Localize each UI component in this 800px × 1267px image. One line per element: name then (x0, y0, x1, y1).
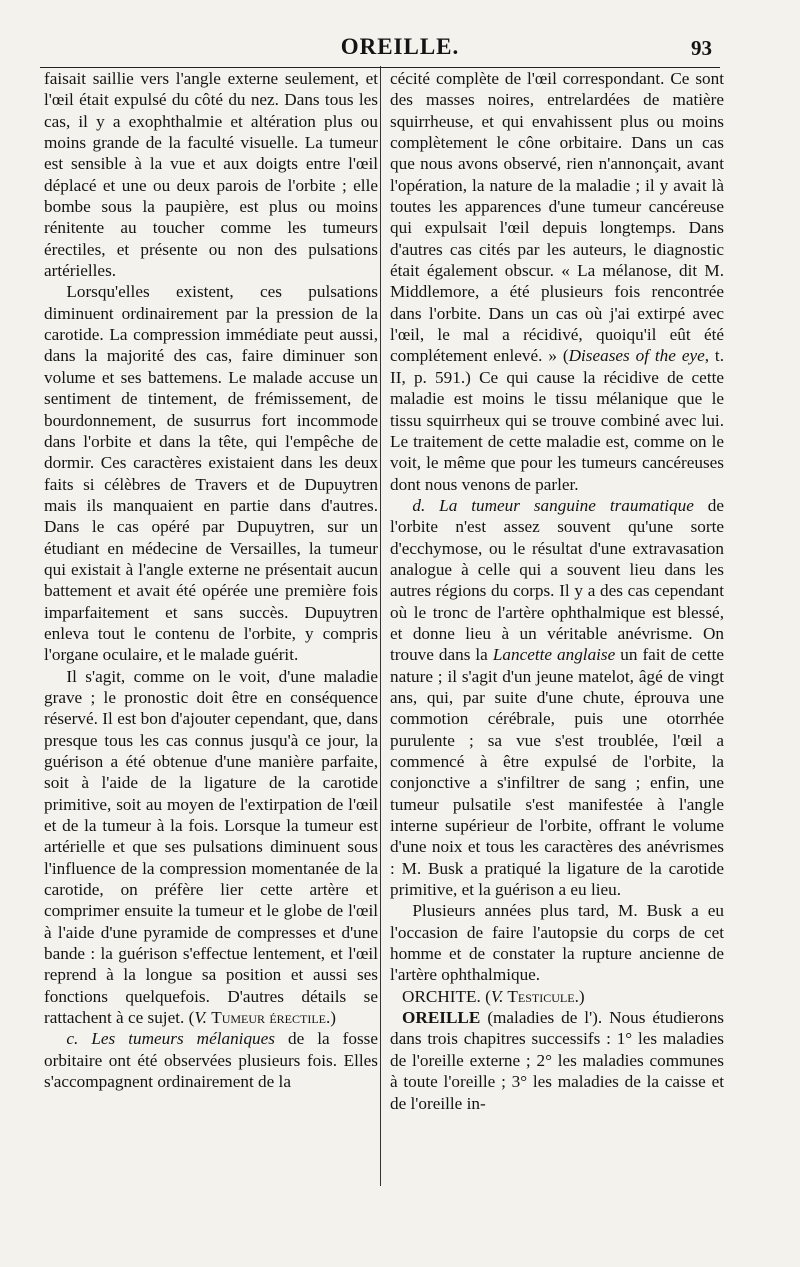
section-title: La tumeur sanguine traumatique (439, 495, 694, 515)
entry-heading: ORCHITE. (402, 986, 481, 1006)
paragraph: faisait saillie vers l'angle externe seulement, et l'œil était expulsé du côté du nez. Dans tous les cas, il y a exophthalmie et altération plus ou moins grande de la faculté visuelle. La tumeur est sensible à la vue et aux doigts entre l'œil déplacé et une ou deux parois de l'orbite ; elle bombe sous la paupière, est plus ou moins rénitente au toucher comme les tumeurs érectiles, et présente ou non des pulsations artérielles. (44, 69, 378, 281)
dictionary-entry-orchite (390, 986, 724, 1007)
journal-title: Lancette anglaise (492, 645, 616, 665)
paragraph: Lorsqu'elles existent, ces pulsations diminuent ordinairement par la pression de la carotide. La compression immédiate peut aussi, dans la majorité des cas, faire diminuer son volume et ses battemens. Le malade accuse un sentiment de tintement, de frémissement, de bourdonnement, de susurrus fort incommode dans l'orbite et dans la tête, qui l'empêche de dormir. Ces caractères existaient dans les deux faits si célèbres de Travers et de Dupuytren mais ils manquaient en partie dans d'autres. Dans le cas opéré par Dupuytren, sur un étudiant en médecine de Versailles, la tumeur qui existait à l'angle externe ne présentait aucun battement et avait été opérée une première fois imparfaitement et sans succès. Dupuytren enleva tout le contenu de l'orbite, y compris l'organe oculaire, et le malade guérit. (44, 282, 378, 665)
running-title: OREILLE. (340, 34, 460, 59)
column-divider (380, 66, 381, 1186)
entry-paren-close: ) (578, 986, 585, 1006)
paragraph-text: Il s'agit, comme on le voit, d'une maladie grave ; le pronostic doit être en conséquence réservé. Il est bon d'ajouter cependant, que, dans presque tous les cas connus jusqu'à ce jour, la guérison a été obtenue d'une manière parfaite, soit à l'aide de la ligature de la carotide primitive, soit au moyen de l'extirpation de l'œil et de la tumeur à la fois. Lorsque la tumeur est artérielle et que ses pulsations diminuent sous l'influence de la compression momentanée de la carotide, on préfère lier cette artère et comprimer ensuite la tumeur et le globe de l'œil à l'aide d'une pyramide de compresses et d'une bande : la guérison s'effectue lentement, et l'œil reprend à la longue sa position et aussi ses fonctions quelquefois. D'autres détails se rattachent à ce sujet. ( (44, 666, 378, 1028)
paragraph-text: (maladies de l'). Nous étudierons dans trois chapitres successifs : 1° les maladies de l'oreille externe ; 2° les maladies communes à toute l'oreille ; 3° les maladies de la caisse et de l'oreille in- (390, 1008, 724, 1113)
paragraph-text: un fait de cette nature ; il s'agit d'un jeune matelot, âgé de vingt ans, qui, par suite d'une chute, éprouva une commotion cérébrale, puis une otorrhée purulente ; sa vue s'est troublée, l'œil a commencé à être expulsé de l'orbite, la conjonctive a s'infiltrer de sang ; enfin, une tumeur pulsatile s'est manifestée à l'angle interne supérieur de l'orbite, offrant le volume d'une noix et tous les caractères des anévrismes : M. Busk a pratiqué la ligature de la carotide primitive, et la guérison a eu lieu. (390, 645, 725, 900)
page-header (0, 34, 800, 70)
reference-term: Tumeur érectile. (211, 1008, 331, 1028)
left-column (44, 68, 378, 1093)
paragraph-text: de l'orbite n'est assez souvent qu'une sorte d'ecchymose, ou le résultat d'une extravasation analogue à celle qui a souvent lieu dans les autres régions du corps. Il y a des cas cependant où le tronc de l'artère ophthalmique est blessé, et donne lieu à un véritable anévrisme. On trouve dans la (390, 495, 724, 665)
reference-v: V. (194, 1008, 207, 1028)
paragraph (390, 495, 724, 901)
paragraph-text: cécité complète de l'œil correspondant. Ce sont des masses noires, entrelardées de matière squirrheuse, et qui envahissent plus ou moins complètement le cône orbitaire. Dans un cas que nous avons observé, rien n'annonçait, avant l'opération, la nature de la maladie ; il y avait là toutes les apparences d'une tumeur cancéreuse qui expulsait l'œil depuis longtemps. Dans d'autres cas cités par les auteurs, le diagnostic était également obscur. « La mélanose, dit M. Middlemore, a été plusieurs fois rencontrée dans l'orbite. Dans un cas où j'ai extirpé avec l'œil, le mal a récidivé, quoiqu'il eût été complétement enlevé. » ( (390, 69, 724, 366)
paragraph (390, 68, 724, 495)
dictionary-entry-oreille (390, 1007, 724, 1114)
entry-heading: OREILLE (402, 1008, 481, 1028)
reference-close: ) (330, 1008, 337, 1028)
paragraph (44, 666, 378, 1029)
reference-term: Testicule. (503, 986, 579, 1006)
right-column (390, 68, 724, 1114)
book-title: Diseases of the eye (568, 346, 705, 366)
page-number: 93 (691, 36, 712, 60)
paragraph-text: de la fosse orbitaire ont été observées plusieurs fois. Elles s'accompagnent ordinairement de la (44, 1029, 379, 1092)
section-title: Les tumeurs mélaniques (91, 1029, 275, 1049)
paragraph-text: , t. II, p. 591.) Ce qui cause la récidive de cette maladie est moins le tissu mélanique que le tissu squirrheux qui se trouve combiné avec lui. Le traitement de cette maladie est, comme on le voit, le même que pour les tumeurs cancéreuses dont nous venons de parler. (390, 346, 725, 494)
reference-v: V. (490, 986, 504, 1006)
section-letter: c. (66, 1029, 79, 1049)
paragraph (44, 1028, 378, 1092)
paragraph: Plusieurs années plus tard, M. Busk a eu l'occasion de faire l'autopsie du corps de cet homme et de constater la rupture ancienne de l'artère ophthalmique. (390, 901, 724, 985)
section-letter: d. (412, 495, 426, 515)
entry-paren-open: ( (480, 986, 491, 1006)
